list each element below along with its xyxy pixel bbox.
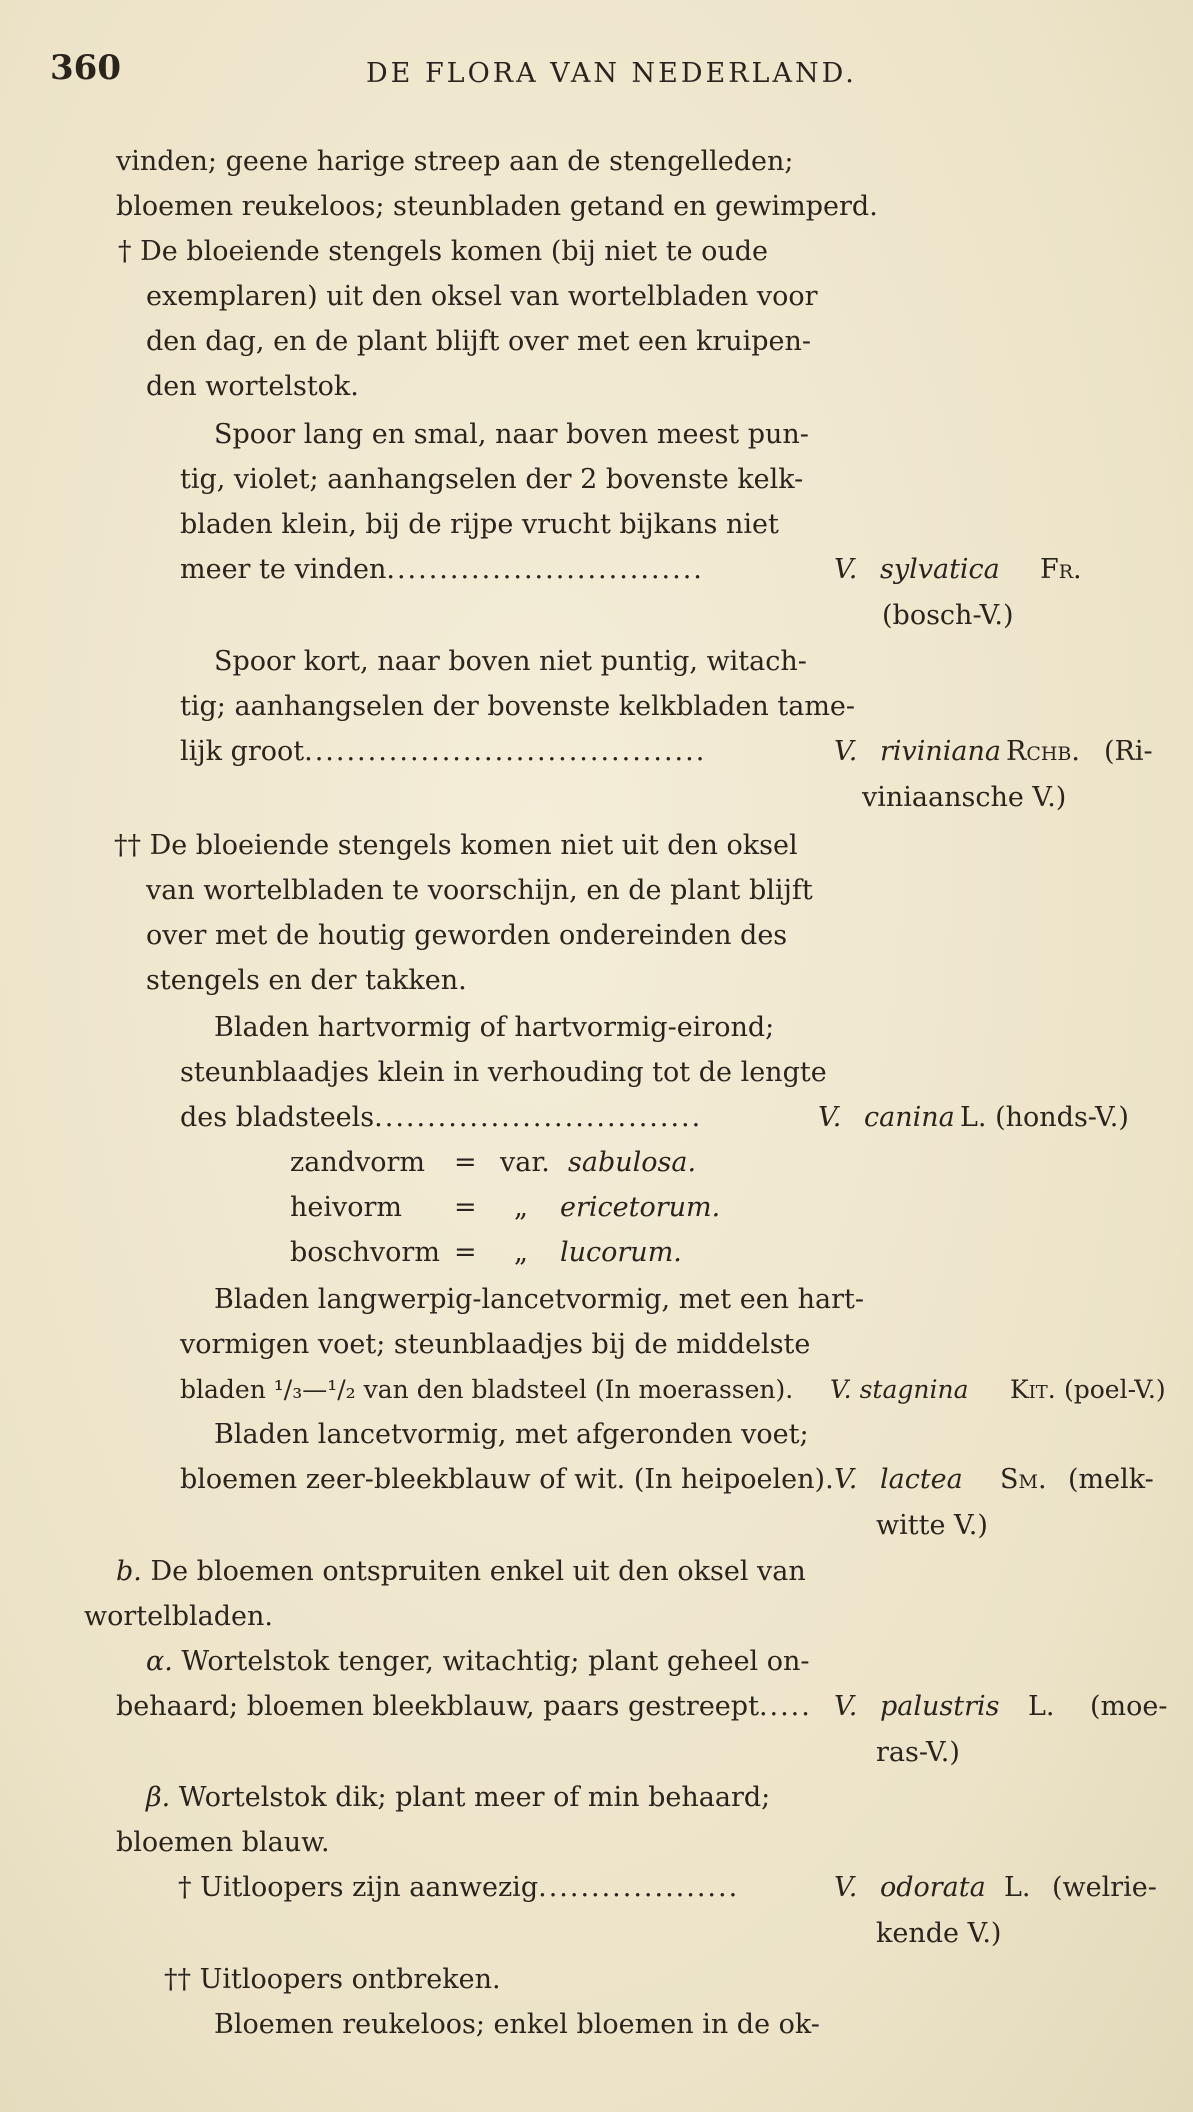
text-line: tig; aanhangselen der bovenste kelkbladen tame-	[180, 691, 856, 722]
text-line: exemplaren) uit den oksel van wortelbladen voor	[146, 281, 818, 312]
text: † Uitloopers zijn aanwezig	[178, 1872, 539, 1903]
species-name	[834, 1460, 963, 1500]
common-name: ras-V.)	[876, 1737, 960, 1768]
variety-label: var.	[500, 1147, 550, 1178]
text-line: bladen klein, bij de rijpe vrucht bijkans niet	[180, 509, 779, 540]
leader-dots: ...................	[538, 1872, 740, 1903]
text: lijk groot	[180, 736, 305, 767]
form-name: zandvorm	[290, 1147, 426, 1178]
leader-dots: ......................................	[304, 736, 707, 767]
text: meer te vinden	[180, 554, 387, 585]
species-name	[834, 1868, 986, 1908]
common-name: kende V.)	[876, 1918, 1002, 1949]
author-and-common-name: L. (honds-V.)	[960, 1102, 1129, 1133]
author-abbrev: Rchb.	[1006, 736, 1080, 767]
common-name: (melk-	[1068, 1464, 1154, 1495]
variety-name: lucorum.	[560, 1237, 682, 1268]
text-line: vinden; geene harige streep aan de stengelleden;	[116, 146, 794, 177]
variety-name: sabulosa.	[568, 1147, 697, 1178]
equals-sign: =	[454, 1237, 477, 1268]
leader-dots: .....	[758, 1691, 812, 1722]
key-marker: α.	[146, 1646, 173, 1677]
genus-abbrev: V.	[834, 1872, 858, 1903]
common-name: (bosch-V.)	[882, 600, 1014, 631]
common-name: (moe-	[1090, 1691, 1168, 1722]
equals-sign: =	[454, 1147, 477, 1178]
common-name: (Ri-	[1104, 736, 1153, 767]
text-line: Spoor lang en smal, naar boven meest pun-	[214, 419, 809, 450]
common-name: viniaansche V.)	[862, 782, 1067, 813]
text-line: steunblaadjes klein in verhouding tot de lengte	[180, 1057, 827, 1088]
text-line: Bladen hartvormig of hartvormig-eirond;	[214, 1012, 775, 1043]
species-epithet: riviniana	[879, 736, 1002, 767]
genus-abbrev: V.	[834, 1464, 858, 1495]
key-marker: β.	[146, 1782, 171, 1813]
text: Wortelstok dik; plant meer of min behaard;	[178, 1782, 771, 1813]
form-name: heivorm	[290, 1192, 403, 1223]
text-line: Bladen lancetvormig, met afgeronden voet;	[214, 1419, 809, 1450]
species-name	[834, 1687, 999, 1727]
ditto-mark: „	[514, 1192, 528, 1223]
text-line: Bloemen reukeloos; enkel bloemen in de ok-	[214, 2009, 820, 2040]
species-name	[834, 732, 1001, 772]
text-line: Spoor kort, naar boven niet puntig, witach-	[214, 646, 807, 677]
genus-abbrev: V.	[818, 1102, 842, 1133]
text-line	[146, 1778, 770, 1818]
text: Wortelstok tenger, witachtig; plant geheel on-	[181, 1646, 810, 1677]
species-name	[818, 1098, 955, 1138]
text-line: bladen ¹/₃—¹/₂ van den bladsteel (In moerassen).	[180, 1375, 794, 1404]
author-abbrev: Sm.	[1000, 1464, 1047, 1495]
common-name: (poel-V.)	[1064, 1375, 1166, 1404]
text-line: †† De bloeiende stengels komen niet uit den oksel	[114, 830, 798, 861]
text-line	[146, 1642, 810, 1682]
text-line: bloemen reukeloos; steunbladen getand en gewimperd.	[116, 191, 878, 222]
common-name: (welrie-	[1052, 1872, 1157, 1903]
leader-dots: ..............................	[386, 554, 704, 585]
genus-abbrev: V.	[834, 1691, 858, 1722]
text: behaard; bloemen bleekblauw, paars gestreept	[116, 1691, 759, 1722]
species-epithet: stagnina	[859, 1375, 969, 1404]
key-entry-line	[180, 732, 706, 772]
text-line: vormigen voet; steunblaadjes bij de middelste	[180, 1329, 811, 1360]
equals-sign: =	[454, 1192, 477, 1223]
common-name: witte V.)	[876, 1510, 988, 1541]
text-line: bloemen blauw.	[116, 1827, 330, 1858]
text-line: wortelbladen.	[84, 1601, 273, 1632]
leader-dots: ...............................	[374, 1102, 703, 1133]
text-line: over met de houtig geworden ondereinden des	[146, 920, 788, 951]
running-title: DE FLORA VAN NEDERLAND.	[366, 58, 857, 89]
key-entry-line	[180, 1098, 702, 1138]
key-entry-line	[178, 1868, 739, 1908]
author-abbrev: L.	[1028, 1691, 1055, 1722]
text: des bladsteels	[180, 1102, 375, 1133]
key-marker: b.	[116, 1556, 142, 1587]
ditto-mark: „	[514, 1237, 528, 1268]
genus-abbrev: V.	[830, 1375, 852, 1404]
species-epithet: odorata	[879, 1872, 986, 1903]
species-name	[834, 550, 1000, 590]
text-line: tig, violet; aanhangselen der 2 bovenste kelk-	[180, 464, 804, 495]
author-abbrev: Fr.	[1040, 554, 1082, 585]
key-entry-line	[116, 1687, 812, 1727]
text-line: † De bloeiende stengels komen (bij niet te oude	[118, 236, 769, 267]
species-epithet: palustris	[879, 1691, 1000, 1722]
author-abbrev: Kit.	[1010, 1375, 1056, 1404]
text-line	[116, 1552, 806, 1592]
variety-name: ericetorum.	[560, 1192, 721, 1223]
text-line: den dag, en de plant blijft over met een kruipen-	[146, 326, 812, 357]
page-number: 360	[50, 48, 121, 88]
genus-abbrev: V.	[834, 736, 858, 767]
key-entry-line	[180, 550, 704, 590]
text: De bloemen ontspruiten enkel uit den oksel van	[150, 1556, 806, 1587]
text-line: van wortelbladen te voorschijn, en de plant blijft	[146, 875, 813, 906]
author-abbrev: L.	[1004, 1872, 1031, 1903]
form-name: boschvorm	[290, 1237, 440, 1268]
species-epithet: canina	[863, 1102, 955, 1133]
text-line: den wortelstok.	[146, 371, 359, 402]
species-name	[830, 1370, 968, 1410]
text-line: Bladen langwerpig-lancetvormig, met een hart-	[214, 1284, 865, 1315]
species-epithet: sylvatica	[879, 554, 1000, 585]
text-line: stengels en der takken.	[146, 965, 467, 996]
genus-abbrev: V.	[834, 554, 858, 585]
text-line: †† Uitloopers ontbreken.	[164, 1964, 501, 1995]
species-epithet: lactea	[879, 1464, 963, 1495]
text-line: bloemen zeer-bleekblauw of wit. (In heipoelen).	[180, 1464, 834, 1495]
